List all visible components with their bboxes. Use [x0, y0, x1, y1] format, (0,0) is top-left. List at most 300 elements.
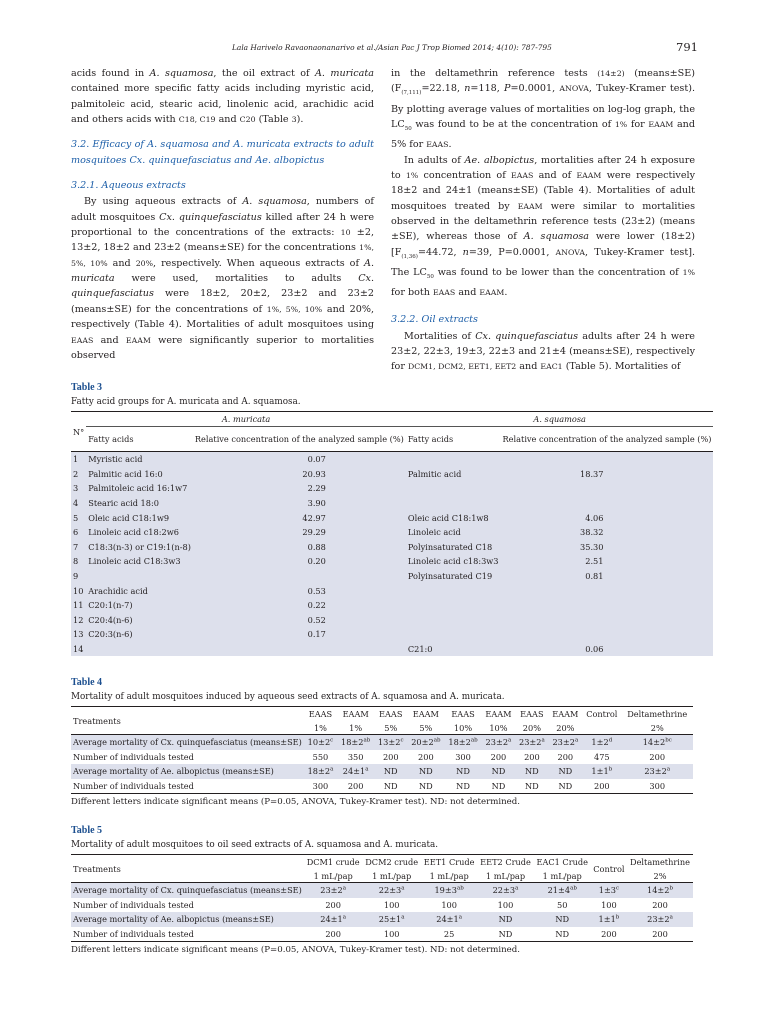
section-heading: 3.2. Efficacy of A. squamosa and A. muricata extracts to adult mosquitoes Cx. quinquefasciatus and Ae. albopictus	[71, 139, 374, 166]
cell-value: ND	[555, 914, 570, 925]
cell-value: ND	[418, 781, 433, 792]
cell-value: ND	[525, 766, 539, 777]
table-cell	[501, 613, 714, 628]
table-cell: 0.22	[307, 600, 326, 611]
subsection-heading: 3.2.1. Aqueous extracts	[71, 180, 186, 192]
cell-value: 1±1	[598, 914, 616, 925]
table-cell: 3	[73, 483, 79, 494]
row-label: Number of individuals tested	[73, 899, 194, 910]
column-subheader	[582, 721, 621, 735]
column-header: Deltamethrine	[630, 857, 691, 867]
table-row	[71, 496, 713, 511]
journal-citation: Lala Harivelo Ravaonaonanarivo et al./Asian Pac J Trop Biomed 2014; 4(10): 787-795	[232, 43, 552, 52]
table-cell	[591, 883, 627, 898]
table-cell	[534, 927, 591, 942]
significance-letter: ab	[570, 885, 577, 892]
cell-value: 200	[418, 751, 434, 762]
table-cell: Polyinsaturated C18	[407, 541, 493, 552]
table-cell: 12	[73, 614, 84, 625]
cell-value: ND	[456, 781, 470, 792]
table-cell: 38.32	[580, 527, 604, 538]
cell-value: 200	[652, 929, 668, 940]
table-cell	[591, 898, 627, 913]
table-cell: 11	[73, 600, 84, 611]
table-cell	[362, 898, 421, 913]
cell-value: 22±3	[378, 885, 402, 896]
table-cell	[406, 496, 501, 511]
table-caption: Mortality of adult mosquitoes to oil seed extracts of A. squamosa and A. muricata.	[71, 840, 439, 850]
column-subheader: 1 mL/pap	[372, 870, 412, 881]
subsection-heading: 3.2.2. Oil extracts	[391, 314, 478, 326]
cell-value: 24±1	[342, 766, 366, 777]
cell-value: 200	[382, 751, 399, 762]
significance-letter: b	[608, 766, 613, 773]
table-row	[71, 510, 713, 525]
table-cell	[406, 613, 501, 628]
cell-value: ND	[498, 929, 513, 940]
table-cell	[304, 898, 363, 913]
table-cell: 18.37	[580, 468, 604, 479]
table-cell	[477, 912, 533, 927]
table-cell	[627, 883, 693, 898]
cell-value: 18±2	[448, 737, 471, 748]
paragraph: By using aqueous extracts of A. squamosa, numbers of adult mosquitoes Cx. quinquefasciatus killed after 24 h were proportional to the concentrations of the extracts: 10 ±2, 13±2, 18±2 and 23±2 (means±SE) for the concentrations 1%, 5%, 10% and 20%, respectively. When aqueous extracts of A. muricata were used, mortalities to adults Cx. quinquefasciatus were 18±2, 20±2, 23±2 and 23±2 (means±SE) for the concentrations of 1%, 5%, 10% and 20%, respectively (Table 4). Mortalities of adult mosquitoes using EAAS and EAAM were significantly superior to mortalities observed	[71, 196, 375, 361]
table-cell	[421, 927, 477, 942]
column-subheader: 2%	[653, 870, 667, 881]
table-row	[71, 883, 693, 898]
table-row	[71, 735, 693, 750]
table-cell: 5	[73, 512, 79, 523]
right-column	[391, 66, 695, 375]
table-cell	[406, 481, 501, 496]
significance-letter: c	[400, 737, 404, 744]
column-header: Control	[591, 855, 627, 883]
table-cell: Linoleic acid	[407, 527, 461, 538]
table-cell: 29.29	[302, 527, 326, 538]
cell-value: 100	[383, 899, 400, 910]
table-cell: C21:0	[407, 644, 433, 655]
table-cell	[362, 883, 421, 898]
table-row	[71, 554, 713, 569]
cell-value: 200	[347, 781, 364, 792]
table-cell: C20:4(n-6)	[88, 614, 133, 625]
table-cell: 4	[73, 498, 79, 509]
cell-value: 50	[557, 899, 568, 910]
table-cell: 3.90	[307, 498, 326, 509]
table-cell	[627, 912, 693, 927]
table-label: Table 4	[71, 677, 103, 688]
row-label: Average mortality of Cx. quinquefasciatus (means±SE)	[73, 737, 302, 748]
table-cell: 6	[73, 527, 79, 538]
significance-letter: a	[401, 885, 405, 892]
cell-value: ND	[498, 914, 513, 925]
table-label: Table 5	[71, 825, 103, 836]
table-cell	[304, 912, 363, 927]
cell-value: 23±2	[485, 737, 509, 748]
table-row	[71, 750, 693, 765]
table-cell: Linoleic acid c18:2w6	[88, 527, 179, 538]
table-cell: 14	[73, 644, 84, 655]
table-cell	[444, 735, 481, 750]
table-row	[71, 525, 713, 540]
cell-value: 200	[652, 899, 668, 910]
cell-value: 24±1	[320, 914, 343, 925]
table-cell	[304, 735, 337, 750]
significance-letter: ab	[470, 737, 478, 744]
table-cell: Palmitic acid 16:0	[88, 468, 163, 479]
table-cell	[582, 779, 621, 794]
table-note: Different letters indicate significant means (P=0.05, ANOVA, Tukey-Kramer test). ND: not determined.	[71, 797, 520, 808]
table-cell	[515, 779, 548, 794]
row-label: Number of individuals tested	[73, 929, 194, 940]
table-cell: Linoleic acid c18:3w3	[407, 556, 499, 567]
table3-grid	[71, 411, 713, 656]
significance-letter: a	[342, 885, 347, 892]
cell-value: 25±1	[378, 914, 402, 925]
table-cell: Linoleic acid C18:3w3	[88, 556, 181, 567]
table-cell	[591, 927, 627, 942]
column-header: EAAS	[520, 709, 544, 719]
table-cell	[193, 569, 406, 584]
table-cell	[406, 627, 501, 642]
table-cell	[477, 927, 533, 942]
table-cell: 9	[73, 571, 79, 582]
paragraph: In adults of Ae. albopictus, mortalities after 24 h exposure to 1% concentration of EAAS and of EAAM were respectively 18±2 and 24±1 (means±SE) (Table 4). Mortalities of adult mosquitoes treated by EAAM were similar to mortalities observed in the deltamethrin reference tests (23±2) (means ±SE), whereas those of A. squamosa were lower (18±2) [$F_{(1,36)}=44.72$, n=39, P=0.0001, ANOVA, Tukey-Kramer test]. The $LC_{50}$ was found to be lower than the concentration of 1% for both EAAS and EAAM.	[391, 154, 696, 299]
column-header: EET1 Crude	[423, 857, 475, 867]
table-cell	[337, 750, 374, 765]
table-cell	[482, 764, 516, 779]
table-cell	[337, 735, 374, 750]
table-5	[71, 825, 693, 955]
cell-value: 23±2	[519, 737, 542, 748]
cell-value: ND	[558, 781, 573, 792]
column-header: EAAS	[379, 709, 403, 719]
table-cell: Polyinsaturated C19	[407, 571, 493, 582]
table-cell	[582, 750, 621, 765]
table-cell	[421, 912, 477, 927]
table-cell	[482, 750, 516, 765]
column-subheader: 10%	[489, 722, 508, 733]
table-cell	[549, 735, 583, 750]
column-header: Fatty acids	[407, 434, 454, 444]
table-cell: C20:3(n-6)	[88, 629, 133, 640]
cell-value: 550	[312, 751, 329, 762]
table-cell	[374, 764, 407, 779]
table-cell	[515, 764, 548, 779]
table-row	[71, 927, 693, 942]
cell-value: 200	[649, 751, 666, 762]
significance-letter: ab	[433, 737, 441, 744]
table-cell	[534, 912, 591, 927]
table-row	[71, 613, 713, 628]
table-cell	[374, 750, 407, 765]
column-subheader: 1 mL/pap	[429, 870, 469, 881]
significance-letter: a	[342, 914, 347, 921]
table-cell	[407, 750, 444, 765]
column-header: EAAM	[342, 709, 369, 719]
table-cell	[86, 642, 193, 657]
cell-value: 200	[557, 751, 574, 762]
table-cell	[621, 764, 693, 779]
table-cell: 2.51	[585, 556, 604, 567]
significance-letter: a	[330, 766, 334, 773]
table-cell	[627, 927, 693, 942]
significance-letter: ab	[456, 885, 464, 892]
paragraph: acids found in A. squamosa, the oil extract of A. muricata contained more specific fatty acids including myristic acid, palmitoleic acid, stearic acid, linolenic acid, arachidic acid and others acids with C18, C19 and C20 (Table 3).	[71, 68, 374, 126]
significance-letter: d	[608, 737, 613, 744]
table-4	[71, 677, 693, 807]
table-cell: 0.88	[307, 541, 326, 552]
table-cell	[482, 735, 516, 750]
table-cell	[407, 735, 444, 750]
significance-letter: c	[616, 885, 620, 892]
cell-value: ND	[491, 781, 506, 792]
cell-value: 21±4	[547, 885, 571, 896]
table-row	[71, 764, 693, 779]
column-subheader: 5%	[384, 722, 398, 733]
table-cell	[444, 779, 481, 794]
table-cell	[515, 750, 548, 765]
table-cell	[362, 927, 421, 942]
table-row	[71, 912, 693, 927]
table-cell	[304, 779, 337, 794]
table-cell: 8	[73, 556, 79, 567]
table-cell	[304, 883, 363, 898]
table-cell	[406, 452, 501, 467]
group-header: A. squamosa	[406, 412, 714, 427]
table-row	[71, 569, 713, 584]
paragraph: in the deltamethrin reference tests (14±2) (means±SE) ($F_{(7,111)}=22.18$, n=118, P=0.0001, ANOVA, Tukey-Kramer test). By plotting average values of mortalities on log-log graph, the $LC_{50}$ was found to be at the concentration of 1% for EAAM and 5% for EAAS.	[391, 68, 696, 151]
cell-value: 1±2	[591, 737, 609, 748]
table-3	[71, 382, 712, 656]
column-header: Fatty acids	[88, 434, 134, 444]
table-cell: 1	[73, 454, 79, 465]
row-label: Average mortality of Cx. quinquefasciatus (means±SE)	[73, 885, 302, 896]
table-cell: Oleic acid C18:1w8	[407, 512, 489, 523]
table-cell	[621, 779, 693, 794]
column-header: Control	[586, 709, 618, 719]
significance-letter: b	[669, 885, 674, 892]
significance-letter: a	[458, 914, 463, 921]
significance-letter: a	[669, 914, 673, 921]
table-cell	[421, 898, 477, 913]
column-subheader: 10%	[453, 722, 473, 733]
cell-value: 18±2	[341, 737, 364, 748]
significance-letter: a	[515, 885, 519, 892]
cell-value: 20±2	[411, 737, 434, 748]
significance-letter: b	[615, 914, 620, 921]
table-cell: 0.20	[307, 556, 326, 567]
column-header: EAAM	[552, 709, 579, 719]
cell-value: 18±2	[307, 766, 331, 777]
table-cell	[407, 764, 444, 779]
table-cell	[304, 750, 337, 765]
table-cell: Palmitic acid	[407, 468, 462, 479]
cell-value: 13±2	[377, 737, 401, 748]
significance-letter: c	[330, 737, 334, 744]
table-row	[71, 598, 713, 613]
left-column	[71, 66, 374, 363]
cell-value: 200	[325, 929, 341, 940]
column-header: N°	[71, 412, 86, 452]
table-cell	[501, 452, 714, 467]
table-cell	[549, 750, 583, 765]
table-cell: Arachidic acid	[88, 585, 148, 596]
cell-value: 200	[490, 751, 507, 762]
table-row	[71, 481, 713, 496]
table-row	[71, 540, 713, 555]
cell-value: 100	[601, 899, 617, 910]
table-cell	[482, 779, 516, 794]
significance-letter: a	[508, 737, 512, 744]
row-label: Average mortality of Ae. albopictus (means±SE)	[73, 766, 274, 777]
cell-value: ND	[525, 781, 539, 792]
table-row	[71, 583, 713, 598]
cell-value: ND	[383, 781, 398, 792]
significance-letter: a	[666, 766, 671, 773]
cell-value: 100	[441, 899, 457, 910]
table-cell	[477, 883, 533, 898]
significance-letter: a	[401, 914, 405, 921]
table-cell	[444, 764, 481, 779]
cell-value: ND	[555, 929, 570, 940]
table-cell	[549, 764, 583, 779]
cell-value: 200	[524, 751, 540, 762]
table-cell: C18:3(n-3) or C19:1(n-8)	[88, 541, 191, 552]
column-header: EAAS	[451, 709, 475, 719]
table-cell	[627, 898, 693, 913]
table-cell: 0.52	[307, 614, 326, 625]
cell-value: 200	[594, 781, 610, 792]
cell-value: 1±1	[591, 766, 609, 777]
table-cell	[515, 735, 548, 750]
cell-value: 100	[383, 929, 400, 940]
row-label: Number of individuals tested	[73, 781, 194, 792]
cell-value: 1±3	[598, 885, 617, 896]
column-subheader: 1%	[313, 722, 327, 733]
cell-value: 23±2	[320, 885, 343, 896]
table-cell: 0.06	[585, 644, 604, 655]
table-cell	[534, 883, 591, 898]
column-header: Deltamethrine	[627, 709, 688, 719]
cell-value: 200	[325, 899, 341, 910]
table-cell	[501, 481, 714, 496]
column-header: Relative concentration of the analyzed sample (%)	[502, 434, 712, 444]
table-cell: 13	[73, 629, 84, 640]
table-cell: Palmitoleic acid 16:1w7	[88, 483, 188, 494]
table-cell: Stearic acid 18:0	[88, 498, 159, 509]
table-cell	[362, 912, 421, 927]
table-caption: Mortality of adult mosquitoes induced by aqueous seed extracts of A. squamosa and A. muricata.	[71, 692, 505, 702]
significance-letter: ab	[363, 737, 371, 744]
cell-value: 100	[497, 899, 514, 910]
table-cell	[549, 779, 583, 794]
table-cell: 4.06	[585, 512, 604, 523]
table-cell: 10	[73, 585, 84, 596]
table-row	[71, 642, 713, 657]
table-cell	[304, 764, 337, 779]
table-cell	[193, 642, 406, 657]
table-cell	[501, 627, 714, 642]
row-label: Average mortality of Ae. albopictus (means±SE)	[73, 914, 274, 925]
table-cell	[591, 912, 627, 927]
cell-value: 14±2	[647, 885, 670, 896]
cell-value: 19±3	[434, 885, 457, 896]
group-header: A. muricata	[86, 412, 406, 427]
cell-value: 23±2	[647, 914, 670, 925]
column-header: DCM2 crude	[365, 857, 419, 867]
cell-value: 24±1	[436, 914, 459, 925]
table-cell	[501, 598, 714, 613]
page-number: 791	[676, 40, 698, 54]
cell-value: 300	[455, 751, 471, 762]
cell-value: ND	[491, 766, 506, 777]
table-cell: 42.97	[302, 512, 326, 523]
table-cell	[374, 779, 407, 794]
significance-letter: a	[541, 737, 545, 744]
table-cell	[477, 898, 533, 913]
table5-grid	[71, 854, 693, 942]
cell-value: 475	[594, 751, 610, 762]
table-cell	[582, 764, 621, 779]
significance-letter: a	[574, 737, 579, 744]
table-cell	[86, 569, 193, 584]
table4-grid	[71, 706, 693, 794]
column-header: Treatments	[71, 707, 304, 735]
cell-value: ND	[456, 766, 470, 777]
table-cell	[406, 583, 501, 598]
significance-letter: a	[365, 766, 369, 773]
cell-value: 14±2	[642, 737, 666, 748]
table-cell: 2.29	[307, 483, 326, 494]
significance-letter: bc	[665, 737, 672, 744]
table-cell: 35.30	[580, 541, 604, 552]
table-cell	[406, 598, 501, 613]
cell-value: 10±2	[307, 737, 331, 748]
column-subheader: 1%	[349, 722, 363, 733]
table-cell	[534, 898, 591, 913]
table-cell: 7	[73, 541, 79, 552]
table-row	[71, 779, 693, 794]
table-note: Different letters indicate significant means (P=0.05, ANOVA, Tukey-Kramer test). ND: not determined.	[71, 945, 520, 956]
table-cell: 2	[73, 468, 79, 479]
table-cell: 0.81	[585, 571, 604, 582]
cell-value: ND	[383, 766, 398, 777]
table-cell	[407, 779, 444, 794]
table-cell	[304, 927, 363, 942]
column-header: Treatments	[71, 855, 304, 883]
table-cell: C20:1(n-7)	[88, 600, 133, 611]
column-header: Relative concentration of the analyzed sample (%)	[194, 434, 404, 444]
cell-value: 350	[347, 751, 364, 762]
column-header: EAAS	[308, 709, 333, 719]
table-cell	[582, 735, 621, 750]
cell-value: 300	[649, 781, 666, 792]
column-subheader: 2%	[650, 722, 664, 733]
column-subheader: 20%	[522, 722, 541, 733]
column-header: EAAM	[485, 709, 512, 719]
column-header: DCM1 crude	[306, 857, 360, 867]
table-cell: Oleic acid C18:1w9	[88, 512, 170, 523]
table-label: Table 3	[71, 382, 103, 393]
table-cell	[621, 735, 693, 750]
column-subheader: 1 mL/pap	[485, 870, 526, 881]
cell-value: 25	[443, 929, 455, 940]
cell-value: 22±3	[492, 885, 516, 896]
table-cell	[421, 883, 477, 898]
cell-value: ND	[558, 766, 573, 777]
table-cell	[501, 496, 714, 511]
